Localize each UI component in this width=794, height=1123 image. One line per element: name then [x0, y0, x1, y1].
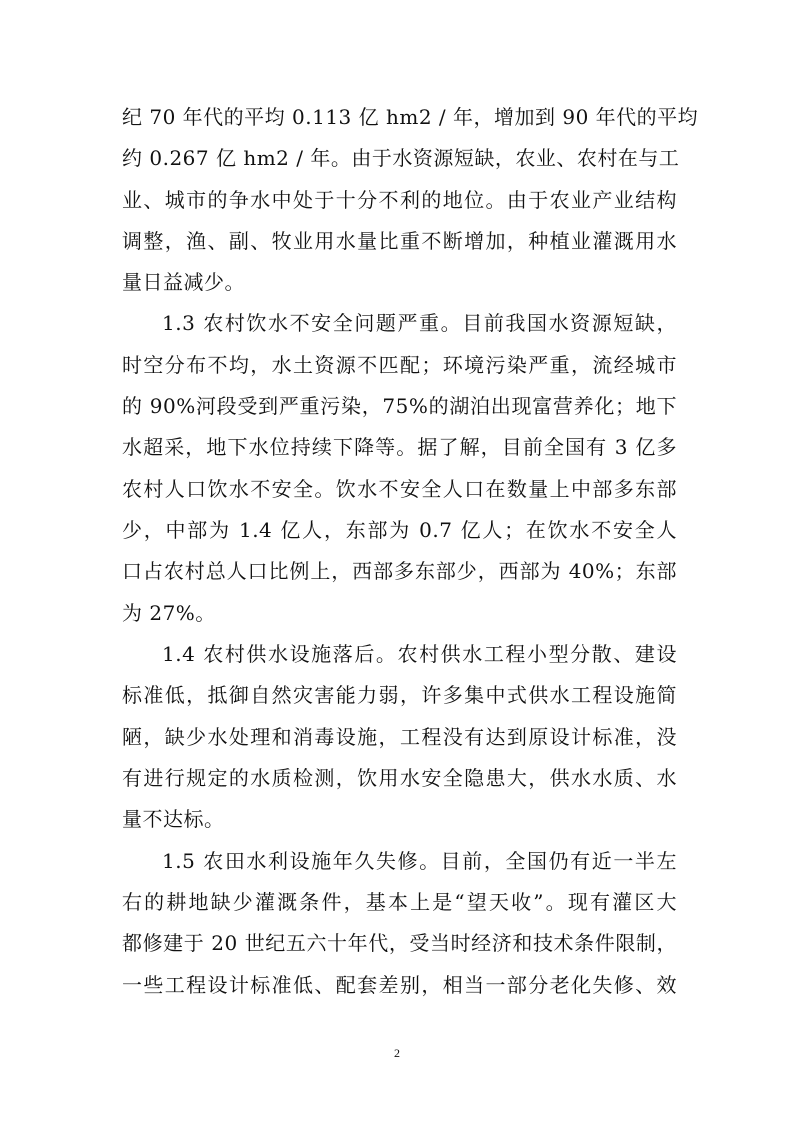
text-line: 一些工程设计标准低、配套差别，相当一部分老化失修、效 — [122, 973, 677, 997]
text-line: 业、城市的争水中处于十分不利的地位。由于农业产业结构 — [122, 188, 677, 212]
text-line: 量日益减少。 — [122, 270, 245, 294]
text-line: 水超采，地下水位持续下降等。据了解，目前全国有 3 亿多 — [122, 435, 677, 459]
text-line: 有进行规定的水质检测，饮用水安全隐患大，供水水质、水 — [122, 766, 677, 790]
text-line: 约 0.267 亿 hm2 / 年。由于水资源短缺，农业、农村在与工 — [122, 146, 680, 170]
text-line: 为 27%。 — [122, 601, 216, 625]
text-line: 农村人口饮水不安全。饮水不安全人口在数量上中部多东部 — [122, 477, 677, 501]
paragraph-start-line: 1.3 农村饮水不安全问题严重。目前我国水资源短缺， — [162, 311, 677, 335]
page-number: 2 — [394, 1046, 400, 1060]
text-line: 都修建于 20 世纪五六十年代，受当时经济和技术条件限制， — [122, 931, 677, 955]
text-line: 标准低，抵御自然灾害能力弱，许多集中式供水工程设施简 — [122, 683, 677, 707]
paragraph-start-line: 1.4 农村供水设施落后。农村供水工程小型分散、建设 — [162, 642, 677, 666]
text-line: 口占农村总人口比例上，西部多东部少，西部为 40%；东部 — [122, 559, 677, 583]
text-line: 量不达标。 — [122, 807, 225, 831]
text-line: 陋，缺少水处理和消毒设施，工程没有达到原设计标准，没 — [122, 725, 677, 749]
text-line: 调整，渔、副、牧业用水量比重不断增加，种植业灌溉用水 — [122, 229, 677, 253]
text-line: 右的耕地缺少灌溉条件，基本上是“望天收”。现有灌区大 — [122, 890, 677, 914]
text-line: 少，中部为 1.4 亿人，东部为 0.7 亿人；在饮水不安全人 — [122, 518, 677, 542]
text-line: 纪 70 年代的平均 0.113 亿 hm2 / 年，增加到 90 年代的平均 — [122, 105, 699, 129]
text-line: 时空分布不均，水土资源不匹配；环境污染严重，流经城市 — [122, 353, 677, 377]
paragraph-start-line: 1.5 农田水利设施年久失修。目前，全国仍有近一半左 — [162, 849, 677, 873]
text-line: 的 90%河段受到严重污染，75%的湖泊出现富营养化；地下 — [122, 394, 677, 418]
